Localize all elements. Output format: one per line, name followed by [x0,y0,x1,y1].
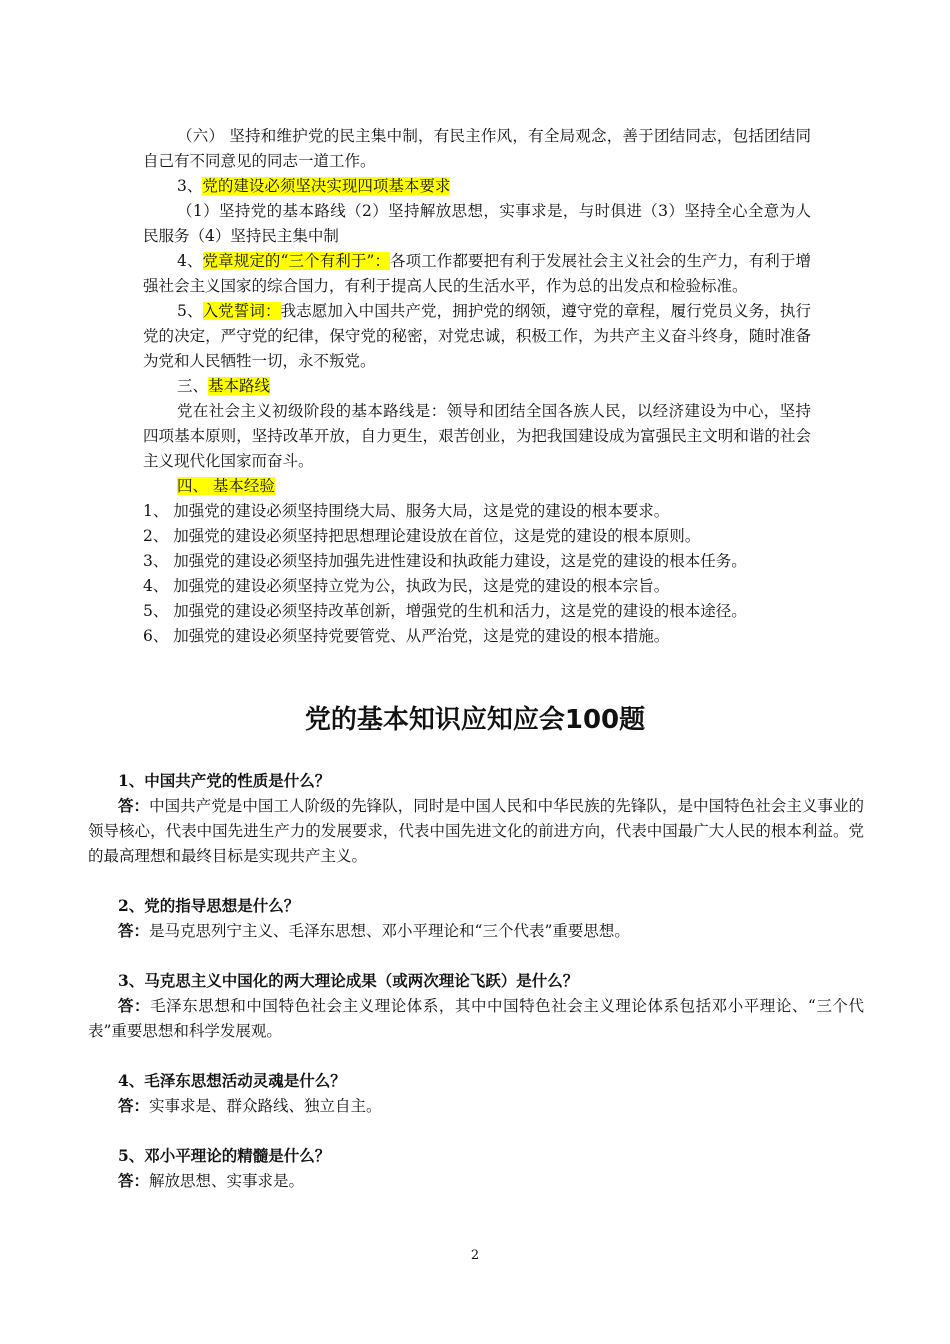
heading-four-requirements: 3、党的建设必须坚决实现四项基本要求 [177,177,451,195]
answer-label: 答： [118,796,150,815]
experience-list [143,499,811,649]
answer: 答：毛泽东思想和中国特色社会主义理论体系，其中中国特色社会主义理论体系包括邓小平理论、“三个代表”重要思想和科学发展观。 [88,996,864,1040]
paragraph-basic-line: 党在社会主义初级阶段的基本路线是：领导和团结全国各族人民，以经济建设为中心，坚持四项基本原则，坚持改革开放，自力更生，艰苦创业，为把我国建设成为富强民主文明和谐的社会主义现代化国家而奋斗。 [143,402,811,470]
answer-label: 答： [118,921,150,940]
highlight-text: 入党誓词： [202,302,281,320]
list-item: 4、 加强党的建设必须坚持立党为公，执政为民，这是党的建设的根本宗旨。 [143,577,670,595]
list-item: 3、 加强党的建设必须坚持加强先进性建设和执政能力建设，这是党的建设的根本任务。 [143,552,747,570]
question: 4、毛泽东思想活动灵魂是什么？ [118,1071,346,1090]
highlight-text: 党章规定的“三个有利于”： [202,252,391,270]
highlight-text: 党的建设必须坚决实现四项基本要求 [202,177,451,195]
party-building-section [143,124,811,649]
answer-label: 答： [118,1171,150,1190]
paragraph-three-benefits: 4、党章规定的“三个有利于”：各项工作都要把有利于发展社会主义社会的生产力，有利于增强社会主义国家的综合国力，有利于提高人民的生活水平，作为总的出发点和检验标准。 [143,252,811,295]
paragraph-oath: 5、入党誓词：我志愿加入中国共产党，拥护党的纲领，遵守党的章程，履行党员义务，执行党的决定，严守党的纪律，保守党的秘密，对党忠诚，积极工作，为共产主义奋斗终身，随时准备为党和人民牺牲一切，永不叛党。 [143,302,811,370]
page-title: 党的基本知识应知应会100题 [304,705,646,735]
question: 3、马克思主义中国化的两大理论成果（或两次理论飞跃）是什么？ [118,971,579,990]
answer: 答：解放思想、实事求是。 [118,1171,305,1190]
heading-basic-experience [143,474,811,499]
list-item: 2、 加强党的建设必须坚持把思想理论建设放在首位，这是党的建设的根本原则。 [143,527,701,545]
answer-label: 答： [118,996,151,1015]
list-item: 6、 加强党的建设必须坚持党要管党、从严治党，这是党的建设的根本措施。 [143,627,670,645]
answer: 答：是马克思列宁主义、毛泽东思想、邓小平理论和“三个代表”重要思想。 [118,921,630,940]
question: 2、党的指导思想是什么？ [118,896,300,915]
qa-section [88,768,864,1194]
question: 5、邓小平理论的精髓是什么？ [118,1146,331,1165]
list-item: 1、 加强党的建设必须坚持围绕大局、服务大局，这是党的建设的根本要求。 [143,502,670,520]
question: 1、中国共产党的性质是什么？ [118,771,331,790]
paragraph-requirements: （1）坚持党的基本路线（2）坚持解放思想，实事求是，与时俱进（3）坚持全心全意为人民服务（4）坚持民主集中制 [143,202,811,245]
answer-label: 答： [118,1096,150,1115]
answer: 答：中国共产党是中国工人阶级的先锋队，同时是中国人民和中华民族的先锋队，是中国特色社会主义事业的领导核心，代表中国先进生产力的发展要求，代表中国先进文化的前进方向，代表中国最广大人民的根本利益。党的最高理想和最终目标是实现共产主义。 [88,796,864,865]
answer: 答：实事求是、群众路线、独立自主。 [118,1096,382,1115]
page-number: 2 [470,1248,480,1263]
list-item: 5、 加强党的建设必须坚持改革创新，增强党的生机和活力，这是党的建设的根本途径。 [143,602,747,620]
paragraph-six: （六） 坚持和维护党的民主集中制，有民主作风，有全局观念，善于团结同志，包括团结同自己有不同意见的同志一道工作。 [143,127,811,170]
highlight-text: 四、 基本经验 [177,477,275,495]
heading-basic-line: 三、基本路线 [177,377,271,395]
highlight-text: 基本路线 [208,377,271,395]
